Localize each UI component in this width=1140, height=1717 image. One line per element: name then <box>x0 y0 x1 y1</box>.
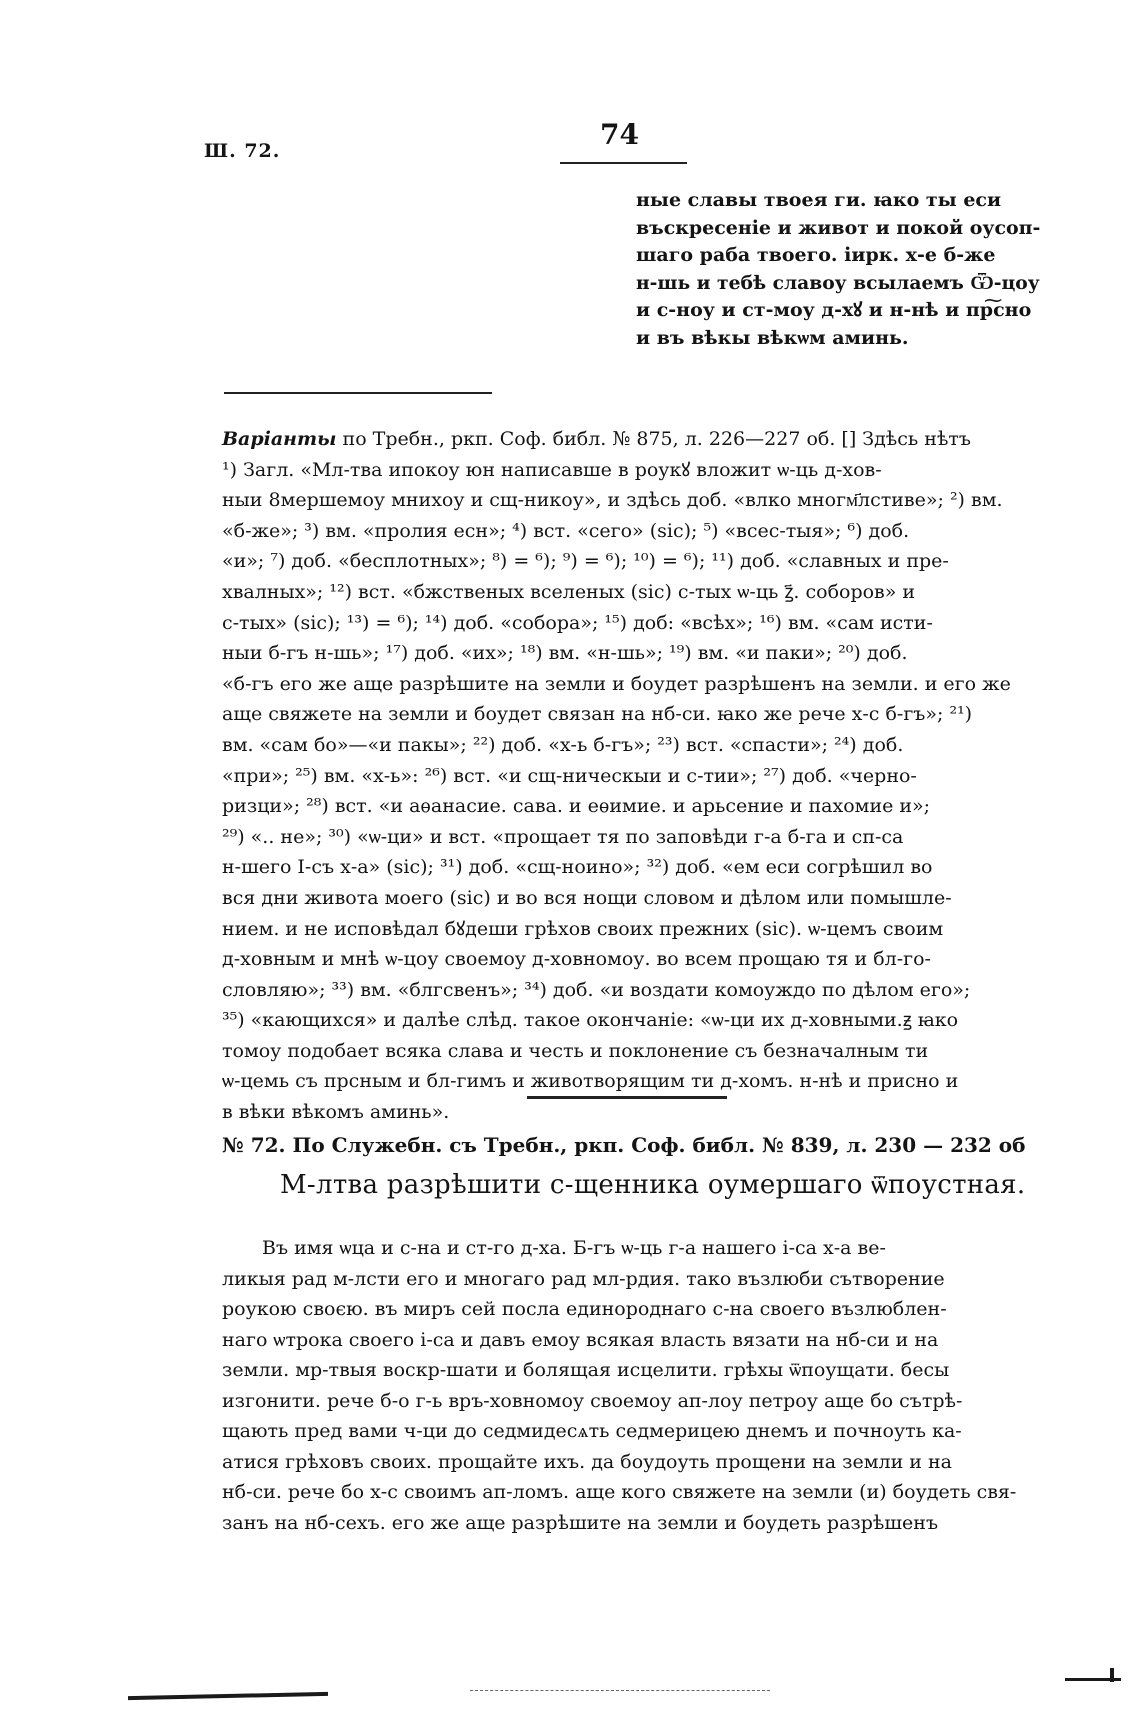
text-line: н-шь и тебѣ славоу всылаемъ Ѿ-цоу <box>636 271 1040 294</box>
text-line: аще свяжете на земли и боудет связан на нб-си. ꙗко же рече х-с б-гъ»; ²¹) <box>222 703 973 726</box>
text-line: с-тых» (sic); ¹³) = ⁶); ¹⁴) доб. «собора»; ¹⁵) доб: «всѣх»; ¹⁶) вм. «сам исти- <box>222 611 933 634</box>
prayer-title: М-лтва разрѣшити с-щенника оумершаго ѿпоустная. <box>280 1170 1026 1200</box>
variants-source: по Требн., ркп. Соф. библ. № 875, л. 226—227 об. [] Здѣсь нѣтъ <box>336 428 972 450</box>
prayer-end-block <box>636 187 1040 352</box>
section-divider <box>224 392 492 394</box>
text-line: ныи б-гъ н-шь»; ¹⁷) доб. «их»; ¹⁸) вм. «н-шь»; ¹⁹) вм. «и паки»; ²⁰) доб. <box>222 642 908 665</box>
text-line: «и»; ⁷) доб. «бесплотных»; ⁸) = ⁶); ⁹) = ⁶); ¹⁰) = ⁶); ¹¹) доб. «славных и пре- <box>222 550 949 573</box>
text-line: въскресеніе и живот и покой оусоп- <box>636 216 1041 239</box>
text-line: нб-си. рече бо х-с своимъ ап-ломъ. аще кого свяжете на земли (и) боудеть свя- <box>222 1481 1017 1503</box>
variants-footnotes <box>222 424 1042 1128</box>
text-line: «б-же»; ³) вм. «пролия есн»; ⁴) вст. «сего» (sic); ⁵) «всес-тыя»; ⁶) доб. <box>222 519 910 542</box>
scan-artifact <box>470 1690 770 1691</box>
text-line: щають пред вами ч-ци до седмидесѧть седмерицею днемъ и почноуть ка- <box>222 1420 962 1442</box>
text-line: ¹) Загл. «Мл-тва ипокоу юн написавше в роукꙋ вложит ѡ-ць д-хов- <box>222 458 882 481</box>
text-line: занъ на нб-сехъ. его же аще разрѣшите на земли и боудеть разрѣшенъ <box>222 1511 939 1534</box>
text-line: и въ вѣкы вѣкѡм аминь. <box>636 326 909 349</box>
scan-artifact <box>128 1692 328 1700</box>
prayer-text-block <box>222 1233 1042 1538</box>
text-line: томоу подобает всяка слава и честь и поклонение съ безначалным ти <box>222 1039 929 1062</box>
text-line: в вѣки вѣкомъ аминь». <box>222 1101 450 1124</box>
scan-artifact <box>1110 1668 1114 1682</box>
text-line: ризци»; ²⁸) вст. «и аѳанасие. сава. и еѳимие. и арьсение и пахомие и»; <box>222 795 931 818</box>
text-line: наго ѡтрока своего і-са и давъ емоу всякая власть вязати на нб-си и на <box>222 1328 939 1351</box>
variants-heading: Варіанты <box>222 428 337 450</box>
page-number-rule <box>560 162 687 164</box>
text-line: атися грѣховъ своих. прощайте ихъ. да боудоуть прощени на земли и на <box>222 1450 952 1473</box>
text-line: вся дни живота моего (sic) и во вся нощи словом и дѣлом или помышле- <box>222 886 952 909</box>
page-number: 74 <box>600 118 639 151</box>
text-line: «б-гъ его же аще разрѣшите на земли и боудет разрѣшенъ на земли. и его же <box>222 672 1011 695</box>
text-line: хвалных»; ¹²) вст. «бжственых вселеных (sic) с-тых ѡ-ць ꙁ҃. соборов» и <box>222 580 916 603</box>
text-line: д-ховным и мнѣ ѡ-цоу своемоу д-ховномоу. во всем прощаю тя и бл-го- <box>222 948 931 971</box>
text-line: роукою своєю. въ миръ сей посла единороднаго с-на своего възлюблен- <box>222 1298 947 1320</box>
text-line: «при»; ²⁵) вм. «х-ь»: ²⁶) вст. «и сщ-ническыи и с-тии»; ²⁷) доб. «черно- <box>222 764 917 787</box>
text-line: земли. мр-твыя воскр-шати и болящая исцелити. грѣхы ѿпоущати. бесы <box>222 1359 950 1381</box>
text-line: вм. «сам бо»—«и пакы»; ²²) доб. «х-ь б-гъ»; ²³) вст. «спасти»; ²⁴) доб. <box>222 733 904 756</box>
text-line: словляю»; ³³) вм. «блгсвенъ»; ³⁴) доб. «и воздати комоуждо по дѣлом его»; <box>222 978 971 1001</box>
text-line: ныи 8мершемоу мнихоу и сщ-никоу», и здѣсь доб. «влко многм҃лстиве»; ²) вм. <box>222 489 1003 512</box>
text-line: шаго раба твоего. іирк. х-е б-же <box>636 244 996 266</box>
text-line: ²⁹) «.. не»; ³⁰) «ѡ-ци» и вст. «прощает тя по заповѣди г-а б-га и сп-са <box>222 825 904 848</box>
text-line <box>222 424 1042 455</box>
running-head: Ш. 72. <box>204 140 281 162</box>
text-line: ные славы твоея ги. ꙗко ты еси <box>636 189 1002 211</box>
text-line: ѡ-цемь съ прсным и бл-гимъ и животворящим ти д-хомъ. н-нѣ и присно и <box>222 1070 959 1093</box>
text-line: и с-ноу и ст-моу д-хꙋ и н-нѣ и пр͠сно <box>636 299 1032 321</box>
text-line: нием. и не исповѣдал бꙋдеши грѣхов своих прежних (sic). ѡ-цемъ своим <box>222 917 944 940</box>
text-line: ³⁵) «кающихся» и далѣе слѣд. такое окончаніе: «ѡ-ци их д-ховными.ꙃ ꙗко <box>222 1009 959 1032</box>
text-line: изгонити. рече б-о г-ь връ-ховномоу своемоу ап-лоу петроу аще бо сътрѣ- <box>222 1389 963 1412</box>
text-line: н-шего І-съ х-а» (sic); ³¹) доб. «сщ-ноино»; ³²) доб. «ем еси согрѣшил во <box>222 856 933 879</box>
text-line: ликыя рад м-лсти его и многаго рад мл-рдия. тако възлюби сътворение <box>222 1267 945 1290</box>
source-citation: № 72. По Служебн. съ Требн., ркп. Соф. библ. № 839, л. 230 — 232 об <box>222 1133 1026 1157</box>
text-line: Въ имя ѡца и с-на и ст-го д-ха. Б-гъ ѡ-ць г-а нашего і-са х-а ве- <box>262 1237 886 1259</box>
section-divider <box>527 1096 727 1099</box>
